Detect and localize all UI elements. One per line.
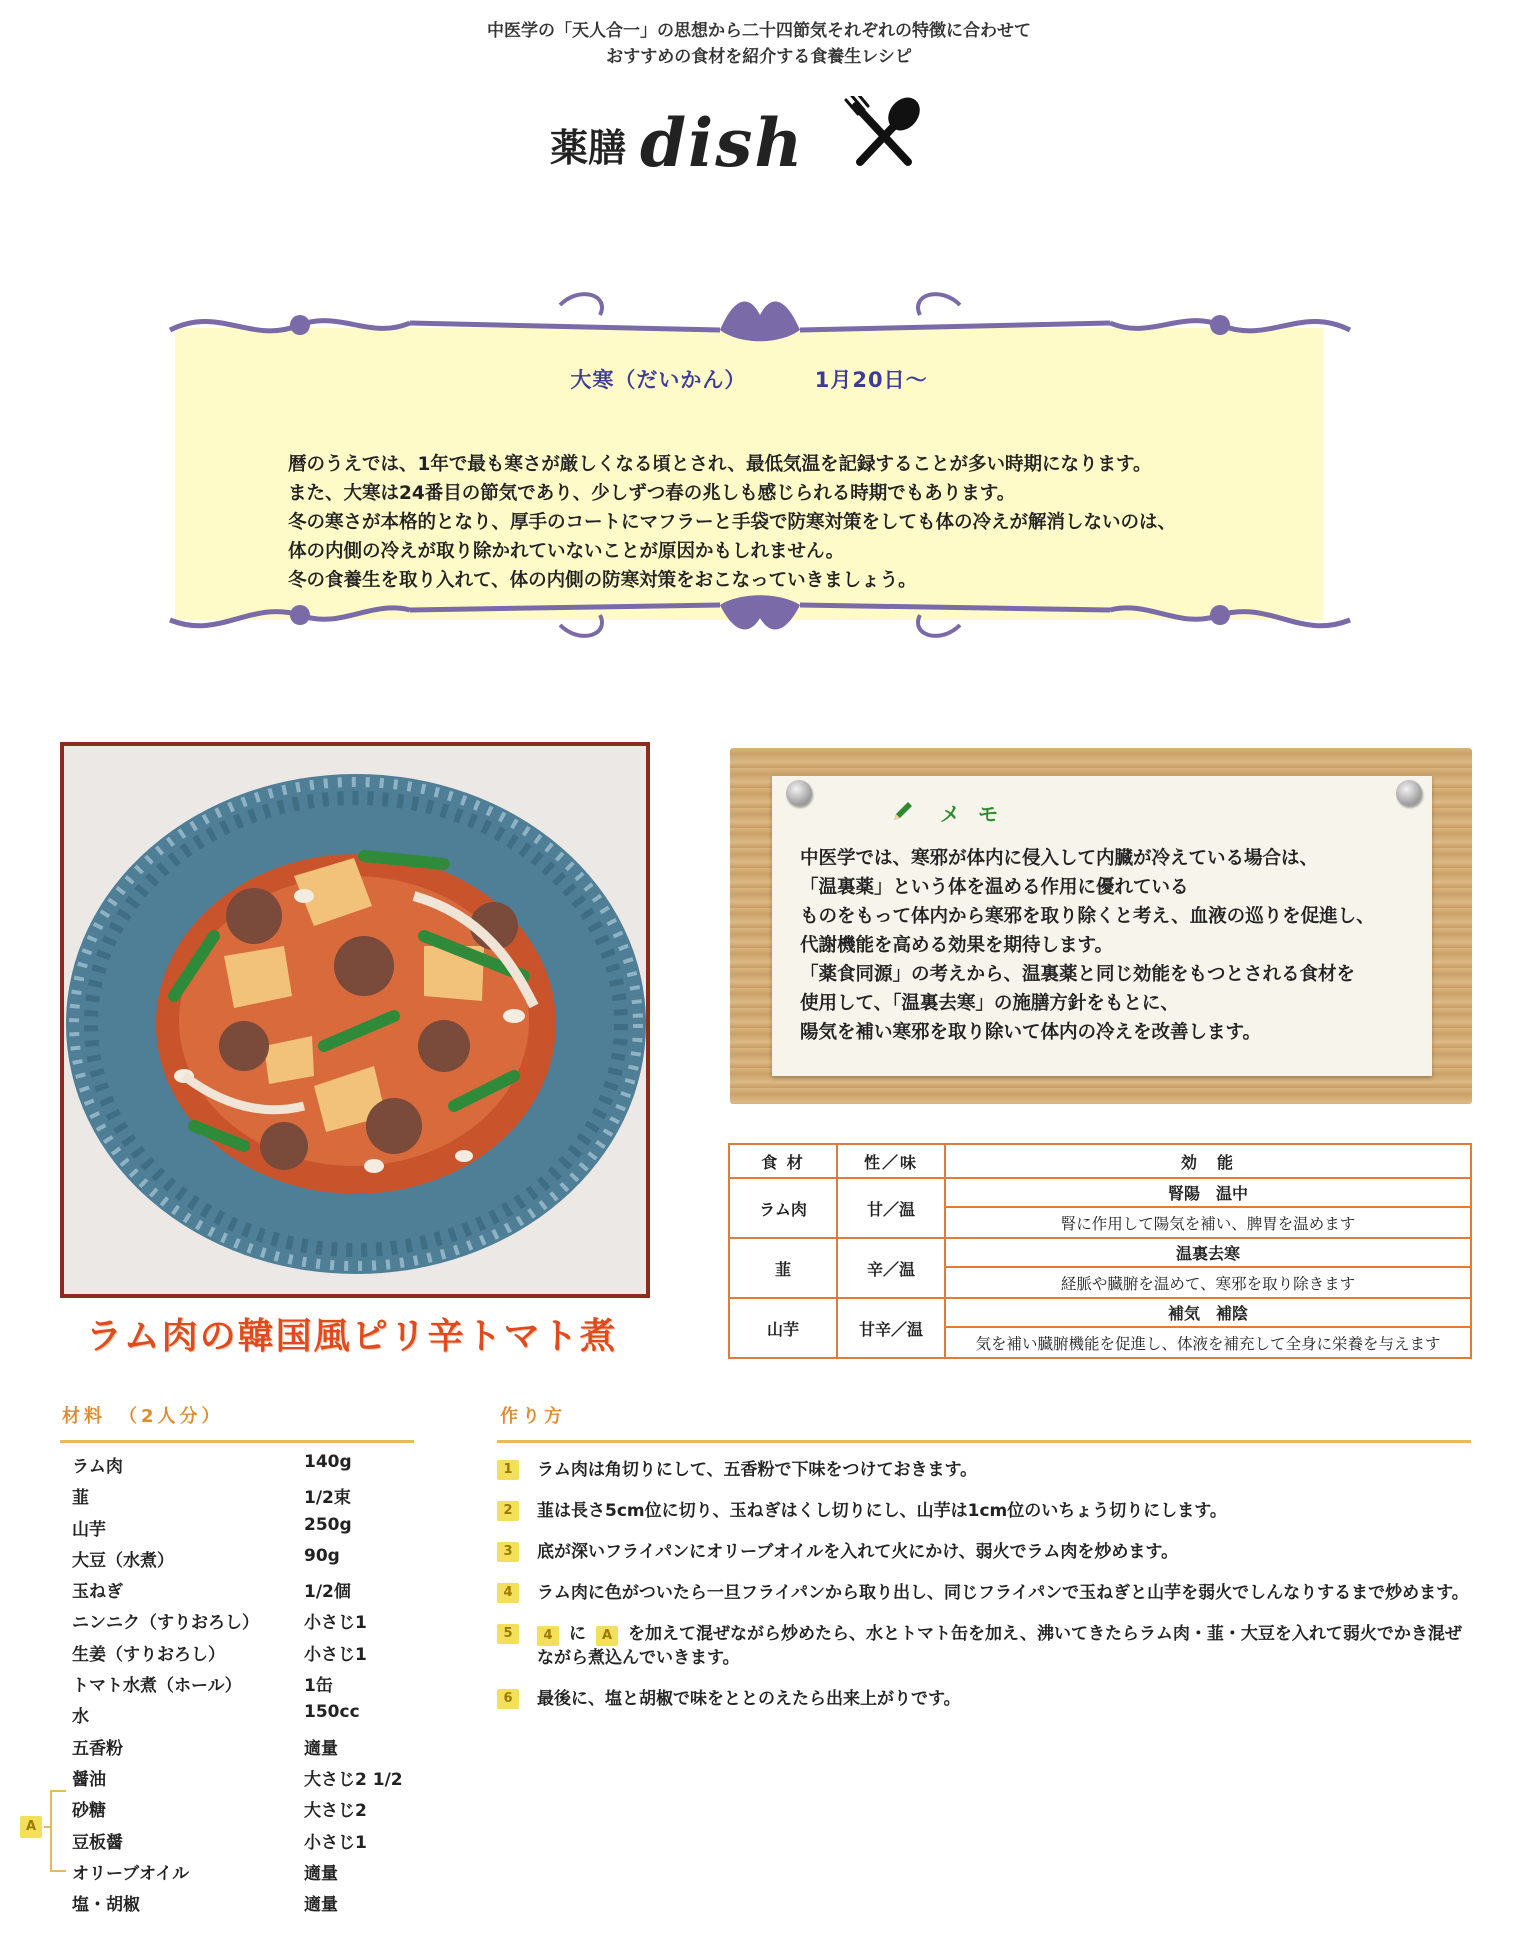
table-cell-property: 甘／温 — [837, 1178, 945, 1238]
table-cell-property: 甘辛／温 — [837, 1298, 945, 1358]
table-row — [729, 1298, 1471, 1327]
dish-illustration — [64, 746, 646, 1294]
ingredient-quantity: 1/2束 — [304, 1488, 351, 1509]
ingredient-row — [72, 1452, 432, 1483]
ingredient-row — [72, 1546, 432, 1577]
step-number: 6 — [497, 1689, 519, 1709]
ingredient-row — [72, 1890, 432, 1921]
ingredient-row — [72, 1671, 432, 1702]
step-number: 4 — [497, 1583, 519, 1603]
tagline-line: 中医学の「天人合一」の思想から二十四節気それぞれの特徴に合わせて — [487, 21, 1031, 41]
memo-text — [800, 844, 1420, 1047]
memo-line: 中医学では、寒邪が体内に侵入して内臓が冷えている場合は、 — [800, 848, 1319, 869]
step-item — [497, 1687, 1497, 1711]
memo-title: メモ — [940, 802, 1016, 826]
ingredients-divider — [60, 1440, 414, 1443]
steps-list — [497, 1458, 1497, 1728]
logo — [550, 98, 805, 182]
pin-icon — [786, 780, 812, 806]
ingredient-properties-table — [728, 1143, 1472, 1359]
step-text: 韮は長さ5cm位に切り、玉ねぎはくし切りにし、山芋は1cm位のいちょう切りにします。 — [537, 1501, 1227, 1521]
memo-line: 使用して、「温裏去寒」の施膳方針をもとに、 — [800, 993, 1179, 1014]
group-a-bracket — [50, 1790, 66, 1872]
ingredient-row — [72, 1765, 432, 1796]
memo-line: 「温裏薬」という体を温める作用に優れている — [800, 877, 1189, 898]
ingredient-name: 玉ねぎ — [72, 1582, 123, 1603]
table-header: 効 能 — [945, 1144, 1471, 1178]
ingredient-quantity: 1/2個 — [304, 1582, 351, 1603]
page-tagline — [0, 18, 1518, 70]
ingredient-name: 醤油 — [72, 1769, 106, 1790]
table-cell-detail: 腎に作用して陽気を補い、脾胃を温めます — [945, 1207, 1471, 1238]
season-heading — [175, 364, 1323, 394]
table-cell-name: ラム肉 — [729, 1178, 837, 1238]
table-cell-effect: 補気 補陰 — [945, 1298, 1471, 1327]
step-item — [497, 1622, 1497, 1670]
intro-line: 暦のうえでは、1年で最も寒さが厳しくなる頃とされ、最低気温を記録することが多い時期になります。 — [288, 454, 1152, 475]
swirl-ornament-top — [160, 285, 1360, 365]
ingredient-name: 生姜（すりおろし） — [72, 1644, 225, 1665]
step-item — [497, 1540, 1497, 1564]
step-text: ラム肉は角切りにして、五香粉で下味をつけておきます。 — [537, 1460, 978, 1480]
intro-line: 体の内側の冷えが取り除かれていないことが原因かもしれません。 — [288, 541, 845, 562]
steps-title: 作り方 — [500, 1406, 566, 1427]
step-ref-particle: に — [569, 1624, 586, 1644]
ingredient-name: ラム肉 — [72, 1457, 123, 1477]
ingredient-name: 韮 — [72, 1488, 89, 1509]
ingredient-quantity: 適量 — [304, 1738, 338, 1759]
intro-line: 冬の寒さが本格的となり、厚手のコートにマフラーと手袋で防寒対策をしても体の冷えが解消しないのは、 — [288, 512, 1177, 533]
ingredient-row — [72, 1640, 432, 1671]
step-item — [497, 1458, 1497, 1482]
step-text: を加えて混ぜながら炒めたら、水とトマト缶を加え、沸いてきたらラム肉・韮・大豆を入れて弱火でかき混ぜながら煮込んでいきます。 — [537, 1624, 1462, 1668]
ingredient-name: 山芋 — [72, 1519, 106, 1540]
step-number: 3 — [497, 1542, 519, 1562]
ingredient-quantity: 大さじ2 — [304, 1801, 367, 1822]
pencil-icon — [890, 798, 916, 824]
ingredient-name: トマト水煮（ホール） — [72, 1676, 242, 1697]
steps-divider — [497, 1440, 1471, 1443]
table-cell-effect: 腎陽 温中 — [945, 1178, 1471, 1207]
group-a-badge: A — [20, 1816, 42, 1838]
ingredient-row — [72, 1483, 432, 1514]
memo-line: 「薬食同源」の考えから、温裏薬と同じ効能をもつとされる食材を — [800, 964, 1356, 985]
ingredient-row — [72, 1734, 432, 1765]
ingredient-row — [72, 1859, 432, 1890]
logo-en: dish — [640, 104, 805, 182]
step-ref-badge: 4 — [537, 1626, 559, 1646]
step-item — [497, 1581, 1497, 1605]
memo-line: 代謝機能を高める効果を期待します。 — [800, 935, 1114, 956]
logo-jp: 薬膳 — [550, 125, 627, 170]
table-cell-name: 山芋 — [729, 1298, 837, 1358]
group-a-ref-badge: A — [596, 1626, 618, 1646]
dish-title: ラム肉の韓国風ピリ辛トマト煮 — [86, 1316, 618, 1357]
cutlery-icon — [838, 96, 928, 170]
ingredient-quantity: 140g — [304, 1452, 352, 1472]
ingredient-quantity: 適量 — [304, 1863, 338, 1884]
step-text: ラム肉に色がついたら一旦フライパンから取り出し、同じフライパンで玉ねぎと山芋を弱火でしんなりするまで炒めます。 — [537, 1583, 1469, 1603]
ingredients-list — [72, 1452, 432, 1921]
step-number: 2 — [497, 1501, 519, 1521]
table-header-row — [729, 1144, 1471, 1178]
ingredient-name: 大豆（水煮） — [72, 1550, 174, 1571]
intro-line: 冬の食養生を取り入れて、体の内側の防寒対策をおこなっていきましょう。 — [288, 570, 917, 591]
table-row — [729, 1178, 1471, 1207]
step-text: 最後に、塩と胡椒で味をととのえたら出来上がりです。 — [537, 1689, 961, 1709]
table-row — [729, 1238, 1471, 1267]
ingredient-name: 豆板醤 — [72, 1832, 123, 1853]
ingredient-name: ニンニク（すりおろし） — [72, 1613, 259, 1634]
table-cell-detail: 気を補い臓腑機能を促進し、体液を補充して全身に栄養を与えます — [945, 1327, 1471, 1358]
ingredient-row — [72, 1577, 432, 1608]
ingredient-quantity: 大さじ2 1/2 — [304, 1769, 403, 1790]
table-header: 食 材 — [729, 1144, 837, 1178]
ingredient-quantity: 1缶 — [304, 1676, 333, 1697]
ingredient-quantity: 小さじ1 — [304, 1644, 367, 1665]
ingredient-row — [72, 1828, 432, 1859]
ingredient-row — [72, 1702, 432, 1733]
ingredient-name: 水 — [72, 1707, 89, 1728]
tagline-line: おすすめの食材を紹介する食養生レシピ — [606, 47, 912, 67]
ingredient-quantity: 小さじ1 — [304, 1613, 367, 1634]
group-a-bracket-tick — [44, 1826, 52, 1828]
table-cell-detail: 経脈や臓腑を温めて、寒邪を取り除きます — [945, 1267, 1471, 1298]
memo-line: 陽気を補い寒邪を取り除いて体内の冷えを改善します。 — [800, 1022, 1262, 1043]
ingredient-name: 五香粉 — [72, 1738, 123, 1759]
season-intro — [288, 450, 1308, 595]
ingredient-name: 塩・胡椒 — [72, 1895, 140, 1916]
table-cell-name: 韮 — [729, 1238, 837, 1298]
pin-icon — [1396, 780, 1422, 806]
ingredient-quantity: 250g — [304, 1514, 352, 1535]
ingredient-row — [72, 1796, 432, 1827]
ingredient-quantity: 小さじ1 — [304, 1832, 367, 1853]
season-name: 大寒（だいかん） — [570, 368, 747, 392]
step-text: 底が深いフライパンにオリーブオイルを入れて火にかけ、弱火でラム肉を炒めます。 — [537, 1542, 1179, 1562]
memo-line: ものをもって体内から寒邪を取り除くと考え、血液の巡りを促進し、 — [800, 906, 1375, 927]
table-cell-effect: 温裏去寒 — [945, 1238, 1471, 1267]
table-header: 性／味 — [837, 1144, 945, 1178]
ingredient-name: オリーブオイル — [72, 1863, 190, 1884]
season-date: 1月20日～ — [814, 368, 928, 392]
intro-line: また、大寒は24番目の節気であり、少しずつ春の兆しも感じられる時期でもあります。 — [288, 483, 1016, 504]
ingredient-row — [72, 1515, 432, 1546]
ingredients-title: 材料 （2人分） — [62, 1406, 224, 1427]
ingredient-quantity: 150cc — [304, 1702, 360, 1723]
ingredient-row — [72, 1608, 432, 1639]
table-cell-property: 辛／温 — [837, 1238, 945, 1298]
dish-photo — [60, 742, 650, 1298]
ingredient-quantity: 90g — [304, 1545, 340, 1566]
ingredient-quantity: 適量 — [304, 1895, 338, 1916]
step-item — [497, 1499, 1497, 1523]
step-number: 5 — [497, 1624, 519, 1644]
ingredient-name: 砂糖 — [72, 1801, 106, 1822]
step-number: 1 — [497, 1460, 519, 1480]
